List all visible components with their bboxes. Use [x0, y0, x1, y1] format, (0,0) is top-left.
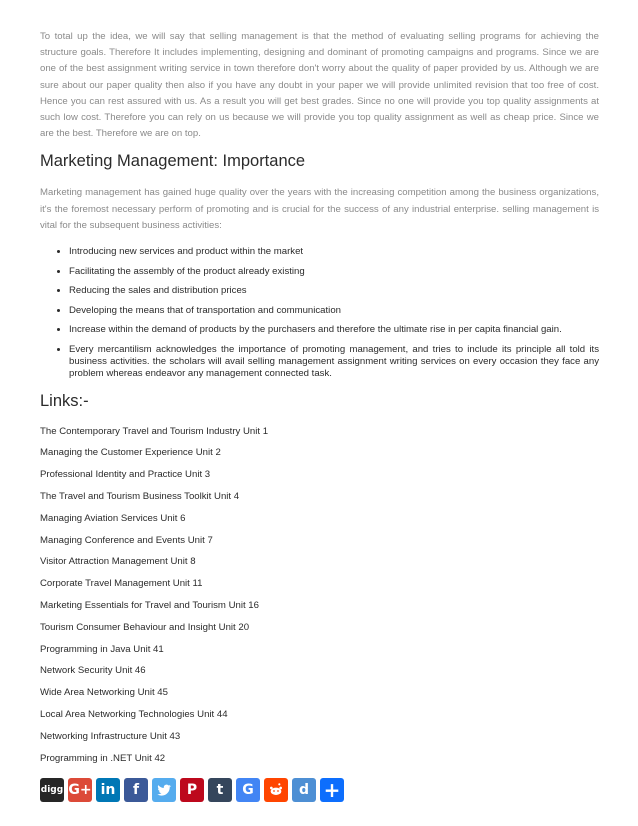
- diaspora-icon[interactable]: d: [292, 778, 316, 802]
- link-item[interactable]: Managing Aviation Services Unit 6: [40, 512, 186, 524]
- share-bar: [40, 778, 599, 802]
- link-item[interactable]: The Travel and Tourism Business Toolkit Unit 4: [40, 491, 240, 502]
- importance-list: [40, 246, 599, 381]
- link-item[interactable]: Networking Infrastructure Unit 43: [40, 730, 181, 742]
- link-item[interactable]: Visitor Attraction Management Unit 8: [40, 556, 196, 568]
- link-item[interactable]: Managing Conference and Events Unit 7: [40, 534, 213, 546]
- google-plus-icon[interactable]: G+: [68, 778, 92, 802]
- intro-paragraph: To total up the idea, we will say that selling management is that the method of evaluating selling programs for achieving the structure goals. Therefore It includes implementing, designing and dominant of promoting campaigns and programs. Since we are one of the best assignment writing service in town therefore don't worry about the quality of paper provided by us. Although we are sure about our paper quality then also if you have any doubt in your paper we will provide unlimited revision that too free of cost. Hence you can rest assured with us. As a result you will get best grades. Since no one will provide you top quality assignments at such low cost. Therefore you can rely on us because we will provide you top quality assignment as well as cheap price. Since we are the best. Therefore we are on top.: [40, 31, 599, 140]
- link-item[interactable]: Tourism Consumer Behaviour and Insight Unit 20: [40, 621, 250, 633]
- list-item: • Every mercantilism acknowledges the importance of promoting management, and tries to include its principle all told its business activities. the scholars will avail selling management assignment writing services on every occasion they face any problem whereas endeavor any management connected task.: [69, 344, 599, 381]
- linkedin-icon[interactable]: in: [96, 778, 120, 802]
- link-item[interactable]: Marketing Essentials for Travel and Tourism Unit 16: [40, 599, 259, 611]
- pinterest-icon[interactable]: P: [180, 778, 204, 802]
- link-item[interactable]: Corporate Travel Management Unit 11: [40, 578, 203, 590]
- list-item: • Reducing the sales and distribution prices: [69, 285, 599, 297]
- link-item[interactable]: The Contemporary Travel and Tourism Industry Unit 1: [40, 425, 269, 437]
- link-item[interactable]: Network Security Unit 46: [40, 665, 146, 677]
- section-heading: Marketing Management: Importance: [40, 152, 306, 171]
- list-item: • Introducing new services and product within the market: [69, 246, 599, 258]
- link-item[interactable]: Local Area Networking Technologies Unit 44: [40, 708, 228, 720]
- link-item[interactable]: Managing the Customer Experience Unit 2: [40, 447, 221, 459]
- tumblr-icon[interactable]: t: [208, 778, 232, 802]
- links-heading: Links:-: [40, 391, 89, 410]
- list-item: • Increase within the demand of products by the purchasers and therefore the ultimate rise in per capita financial gain.: [69, 324, 599, 336]
- twitter-icon[interactable]: [152, 778, 176, 802]
- link-item[interactable]: Programming in Java Unit 41: [40, 643, 164, 655]
- link-item[interactable]: Professional Identity and Practice Unit 3: [40, 469, 211, 481]
- google-icon[interactable]: G: [236, 778, 260, 802]
- reddit-icon[interactable]: [264, 778, 288, 802]
- digg-icon[interactable]: digg: [40, 778, 64, 802]
- link-item[interactable]: Programming in .NET Unit 42: [40, 752, 166, 764]
- section-paragraph: Marketing management has gained huge quality over the years with the increasing competition among the business organizations, it's the foremost necessary perform of promoting and is crucial for the success of any industrial enterprise. selling management is vital for the subsequent business activities:: [40, 187, 599, 231]
- links-list: [40, 426, 599, 765]
- more-icon[interactable]: +: [320, 778, 344, 802]
- link-item[interactable]: Wide Area Networking Unit 45: [40, 687, 168, 699]
- list-item: • Facilitating the assembly of the product already existing: [69, 266, 599, 278]
- list-item: • Developing the means that of transportation and communication: [69, 305, 599, 317]
- facebook-icon[interactable]: f: [124, 778, 148, 802]
